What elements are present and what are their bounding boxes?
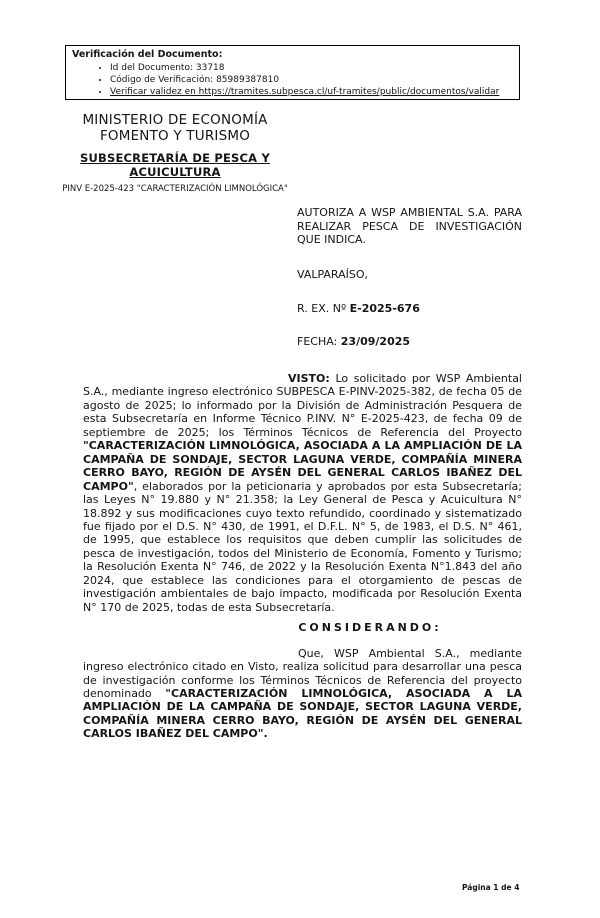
resolution-city: VALPARAÍSO,: [297, 267, 369, 281]
resolution-header-block: [297, 206, 522, 348]
verification-box: [65, 45, 520, 100]
verification-list: [72, 62, 513, 98]
ministry-name: [40, 112, 310, 144]
verification-title: Verificación del Documento:: [72, 49, 223, 60]
resolution-subject: AUTORIZA A WSP AMBIENTAL S.A. PARA REALIZAR PESCA DE INVESTIGACIÓN QUE INDICA.: [297, 206, 522, 246]
resolution-body: [83, 372, 522, 741]
ministry-name-line2: FOMENTO Y TURISMO: [99, 128, 251, 144]
subsecretaria-title: [40, 151, 310, 179]
visto-heading: VISTO:: [288, 372, 330, 385]
considerando-heading: CONSIDERANDO:: [298, 621, 442, 635]
subsecretaria-title-line1: SUBSECRETARÍA DE PESCA Y: [79, 151, 270, 165]
letterhead: [40, 112, 310, 195]
ministry-name-line1: MINISTERIO DE ECONOMÍA: [82, 112, 268, 128]
verification-item-document-id: • Id del Documento: 33718: [110, 62, 513, 74]
considerando-project-name: "CARACTERIZACIÓN LIMNOLÓGICA, ASOCIADA A LA AMPLIACIÓN DE LA CAMPAÑA DE SONDAJE, SECTOR LAGUNA VERDE, COMPAÑÍA MINERA CERRO BAYO, REGIÓN DE AYSÉN DEL GENERAL CARLOS IBAÑEZ DEL CAMPO".: [83, 686, 522, 741]
subsecretaria-title-line2: ACUICULTURA: [129, 165, 221, 179]
resolution-date-label: FECHA:: [297, 334, 341, 348]
visto-text-2: , elaborados por la peticionaria y aprobados por esta Subsecretaría; las Leyes N° 19.880 y N° 21.358; la Ley General de Pesca y Acuicultura N° 18.892 y sus modificaciones cuyo texto refundido, coordinado y sistematizado fue fijado por el D.S. N° 430, de 1991, el D.F.L. N° 5, de 1983, el D.S. N° 461, de 1995, que establece los requisitos que deben cumplir las solicitudes de pesca de investigación, todos del Ministerio de Economía, Fomento y Turismo; la Resolución Exenta N° 746, de 2022 y la Resolución Exenta N°1.843 del año 2024, que establece las condiciones para el otorgamiento de pescas de investigación ambientales de bajo impacto, modificada por Resolución Exenta N° 170 de 2025, todas de esta Subsecretaría.: [83, 479, 522, 614]
verification-validity-link[interactable]: Verificar validez en https://tramites.subpesca.cl/uf-tramites/public/documentos/validar: [110, 87, 500, 97]
resolution-number: E-2025-676: [349, 302, 420, 315]
page-number: Página 1 de 4: [462, 883, 520, 892]
considerando-paragraph: [83, 647, 522, 741]
verification-item-code: • Código de Verificación: 85989387810: [110, 74, 513, 86]
resolution-number-label: R. EX. Nº: [297, 302, 350, 315]
project-reference: PINV E-2025-423 "CARACTERIZACIÓN LIMNOLÓGICA": [62, 184, 288, 194]
resolution-date-line: [297, 335, 522, 349]
verification-item-link: [110, 86, 513, 98]
resolution-number-line: [297, 302, 522, 316]
visto-project-name: "CARACTERIZACIÓN LIMNOLÓGICA, ASOCIADA A LA AMPLIACIÓN DE LA CAMPAÑA DE SONDAJE, SECTOR LAGUNA VERDE, COMPAÑÍA MINERA CERRO BAYO, REGIÓN DE AYSÉN DEL GENERAL CARLOS IBAÑEZ DEL CAMPO": [83, 439, 522, 493]
resolution-date: 23/09/2025: [340, 334, 411, 348]
visto-text-1: Lo solicitado por WSP Ambiental S.A., mediante ingreso electrónico SUBPESCA E-PINV-2025-382, de fecha 05 de agosto de 2025; lo informado por la División de Administración Pesquera de esta Subsecretaría en Informe Técnico P.INV. N° E-2025-423, de fecha 09 de septiembre de 2025; los Términos Técnicos de Referencia del Proyecto: [83, 372, 522, 439]
visto-paragraph: [83, 372, 522, 614]
considerando-text-1: Que, WSP Ambiental S.A., mediante ingreso electrónico citado en Visto, realiza solicitud para desarrollar una pesca de investigación conforme los Términos Técnicos de Referencia del proyecto denominado: [83, 646, 522, 700]
